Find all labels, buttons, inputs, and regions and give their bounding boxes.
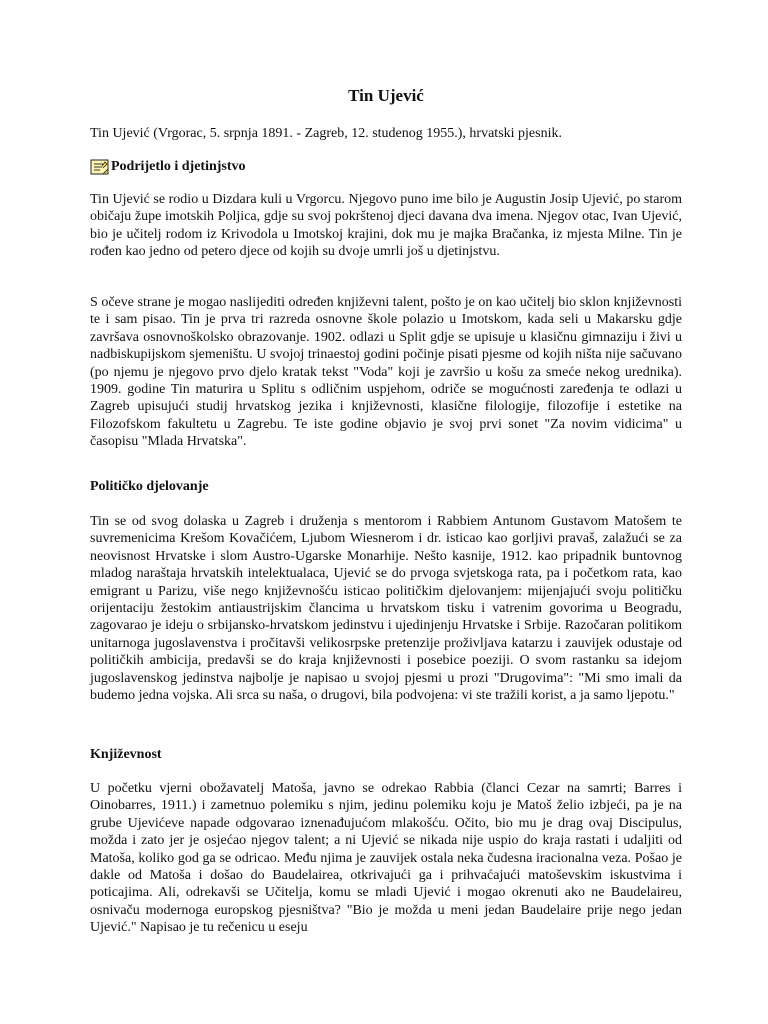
intro-paragraph: Tin Ujević (Vrgorac, 5. srpnja 1891. - Zagreb, 12. studenog 1955.), hrvatski pjesnik.	[90, 126, 562, 141]
section-heading-podrijetlo	[90, 158, 682, 176]
note-icon	[90, 159, 110, 176]
section-heading-label: Podrijetlo i djetinjstvo	[111, 159, 246, 174]
body-paragraph: Tin Ujević se rodio u Dizdara kuli u Vrgorcu. Njegovo puno ime bilo je Augustin Josip Ujević, po starom običaju župe imotskih Poljica, gdje su svoj pokrštenoj djeci davana dva imena. Njegov otac, Ivan Ujević, bio je učitelj rodom iz Krivodola u Imotskoj krajini, dok mu je majka Bračanka, iz mjesta Milne. Tin je rođen kao jedno od petero djece od kojih su dvoje umrli još u djetinjstvu.	[90, 192, 682, 260]
section-heading-politicko: Političko djelovanje	[90, 479, 209, 494]
body-paragraph: S očeve strane je mogao naslijediti određen književni talent, pošto je on kao učitelj bio sklon književnosti te i sam pisao. Tin je prva tri razreda osnovne škole polazio u Imotskom, kada seli u Makarsku gdje završava osnovnoškolsko obrazovanje. 1902. odlazi u Split gdje se upisuje u klasičnu gimnaziju i živi u nadbiskupijskom sjemeništu. U svojoj trinaestoj godini počinje pisati pjesme od kojih ništa nije sačuvano (po njemu je njegovo prvo djelo kratak tekst "Voda" koji je završio u košu za smeće nekog urednika). 1909. godine Tin maturira u Splitu s odličnim uspjehom, odriče se mogućnosti zaređenja te odlazi u Zagreb upisujući studij hrvatskog jezika i književnosti, klasične filologije, filozofije i estetike na Filozofskom fakultetu u Zagrebu. Te iste godine objavio je svoj prvi sonet "Za novim vidicima" u časopisu "Mlada Hrvatska".	[90, 295, 682, 450]
body-paragraph: Tin se od svog dolaska u Zagreb i druženja s mentorom i Rabbiem Antunom Gustavom Matošem te suvremenicima Krešom Kovačićem, Ljubom Wiesnerom i dr. isticao kao gorljivi pravaš, zalažući se za neovisnost Hrvatske i slom Austro-Ugarske Monarhije. Nešto kasnije, 1912. kao pripadnik buntovnog mladog naraštaja hrvatskih intelektualaca, Ujević se do prvoga svjetskoga rata, pa i početkom rata, kao emigrant u Parizu, više nego književnošću isticao političkim djelovanjem: mijenjajući svoju političku orijentaciju žestokim antiaustrijskim člancima u hrvatskom tisku i vatrenim govorima u Beogradu, zagovarao je ideju o srbijansko-hrvatskom jedinstvu i ujedinjenju Hrvatske i Srbije. Razočaran politikom unitarnoga jugoslavenstva i pročitavši velikosrpske pretenzije proživljava katarzu i zauvijek odustaje od političkih ambicija, predavši se do kraja književnosti i posebice poeziji. O svom rastanku sa idejom jugoslavenskog jedinstva najbolje je napisao u svojoj pjesmi u prozi "Drugovima": "Mi smo imali da budemo jedna vojska. Ali srca su naša, o drugovi, bila podvojena: vi ste tražili korist, a ja samo ljepotu."	[90, 514, 682, 704]
section-heading-knjizevnost: Književnost	[90, 747, 162, 762]
body-paragraph: U početku vjerni obožavatelj Matoša, javno se odrekao Rabbia (članci Cezar na samrti; Barres i Oinobarres, 1911.) i zametnuo polemiku s njim, jedinu polemiku koju je Matoš želio izbjeći, pa je na grube Ujevićeve napade odgovarao iznenađujućom mlakošću. Očito, bio mu je drag ovaj Discipulus, možda i zato jer je osjećao njegov talent; a ni Ujević se nikada nije uspio do kraja rastati i udaljiti od Matoša, koliko god ga se odricao. Među njima je zauvijek ostala neka čudesna iracionalna veza. Pošao je dakle od Matoša i došao do Baudelairea, otkrivajući ga i prihvaćajući matoševskim iskustvima i poticajima. Ali, odrekavši se Učitelja, komu se mladi Ujević i mogao okrenuti ako ne Baudelaireu, osnivaču modernoga europskog pjesništva? "Bio je možda u meni jedan Baudelaire prije nego jedan Ujević." Napisao je tu rečenicu u eseju	[90, 781, 682, 936]
page-title: Tin Ujević	[348, 86, 424, 105]
